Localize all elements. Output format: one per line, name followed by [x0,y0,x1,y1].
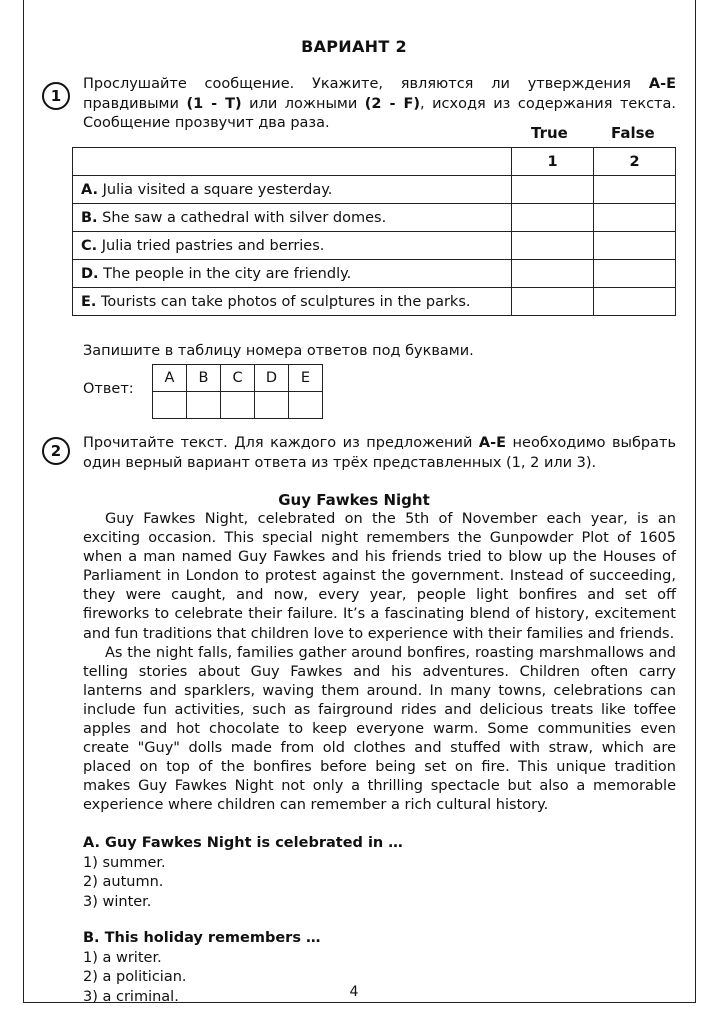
table-row [73,176,676,204]
answer-false-cell[interactable] [594,260,676,288]
answer-letter: A [153,365,187,392]
answer-grid [152,364,323,419]
answer-instruction: Запишите в таблицу номера ответов под буквами. [83,343,474,359]
answer-entry-cell[interactable] [255,392,289,419]
task1-instruction [83,75,676,134]
header-false-number: 2 [594,148,676,176]
answer-letter: E [289,365,323,392]
question-title: B. This holiday remembers … [83,930,321,946]
answer-false-cell[interactable] [594,204,676,232]
answer-entry-cell[interactable] [187,392,221,419]
column-true-label: True [531,124,568,142]
question-option[interactable]: 3) winter. [83,893,152,910]
statement-letter: E. [81,293,97,310]
task1-instruction-text: , исходя из содержания текста. Сообщение прозвучит два раза. [83,95,677,131]
statement-text: She saw a cathedral with silver domes. [97,209,387,226]
page-number: 4 [349,984,359,1000]
statement-letter: A. [81,181,98,198]
answer-letter: B [187,365,221,392]
variant-title: ВАРИАНТ 2 [301,37,407,56]
answer-letter: D [255,365,289,392]
task1-number: 1 [50,87,62,105]
answer-entry-row [153,392,323,419]
answer-letters-row [153,365,323,392]
task2-instruction-text: необходимо выбрать один верный вариант ответа из трёх представленных (1, 2 или 3). [83,435,676,471]
question-option[interactable]: 2) autumn. [83,874,164,890]
statement-text: The people in the city are friendly. [98,265,352,282]
answer-letter: C [221,365,255,392]
true-false-table [72,147,676,316]
task2-number: 2 [50,442,62,460]
answer-entry-cell[interactable] [221,392,255,419]
task2-number-badge [42,437,70,465]
task1-instruction-text: правдивыми [83,95,187,112]
statement-letter: D. [81,265,99,282]
question-option[interactable]: 3) a criminal. [83,988,179,1005]
statement-letter: C. [81,237,98,254]
task2-instruction [83,434,676,473]
table-row [73,232,676,260]
answer-entry-cell[interactable] [153,392,187,419]
table-row [73,288,676,316]
answer-entry-cell[interactable] [289,392,323,419]
story-text [83,510,676,816]
answer-false-cell[interactable] [594,176,676,204]
task2-instruction-text: Прочитайте текст. Для каждого из предложений [83,435,479,451]
task1-instruction-text: или ложными [241,95,365,112]
statement-cell [73,204,512,232]
table-header-row [73,148,676,176]
task1-instruction-false-code: (2 - F) [364,95,420,112]
question-option[interactable]: 1) a writer. [83,949,162,966]
statement-text: Julia visited a square yesterday. [98,181,333,198]
story-title: Guy Fawkes Night [278,491,430,509]
task1-number-badge [42,82,70,110]
question-option[interactable]: 1) summer. [83,854,166,871]
task2-instruction-range: A-E [478,435,507,451]
statement-cell [73,260,512,288]
table-row [73,260,676,288]
statement-cell [73,176,512,204]
statement-text: Tourists can take photos of sculptures in the parks. [96,293,471,310]
answer-false-cell[interactable] [594,288,676,316]
task1-instruction-range: A-E [648,76,676,92]
story-paragraph: Guy Fawkes Night, celebrated on the 5th of November each year, is an exciting occasion. This special night remembers the Gunpowder Plot of 1605 when a man named Guy Fawkes and his friends tried to blow up the Houses of Parliament in London to protest against the government. Instead of succeeding, they were caught, and now, every year, people light bonfires and set off fireworks to celebrate their failure. It’s a fascinating blend of history, excitement and fun traditions that children love to experience with their families and friends. [83,511,676,642]
statement-letter: B. [81,209,98,226]
story-paragraph: As the night falls, families gather around bonfires, roasting marshmallows and telling stories about Guy Fawkes and his adventures. Children often carry lanterns and sparklers, waving them around. In many towns, celebrations can include fun activities, such as fairground rides and delicious treats like toffee apples and hot chocolate to keep everyone warm. Some communities even create "Guy" dolls made from old clothes and stuffed with straw, which are placed on top of the bonfires before being set on fire. This unique tradition makes Guy Fawkes Night not only a thrilling spectacle but also a memorable experience where children can remember a rich cultural history. [83,644,676,814]
header-blank-cell [73,148,512,176]
answer-true-cell[interactable] [512,260,594,288]
table-row [73,204,676,232]
answer-true-cell[interactable] [512,176,594,204]
column-false-label: False [611,124,655,142]
question-a [83,834,403,912]
answer-label: Ответ: [83,381,134,397]
answer-true-cell[interactable] [512,232,594,260]
task1-instruction-true-code: (1 - T) [186,95,242,112]
answer-true-cell[interactable] [512,288,594,316]
header-true-number: 1 [512,148,594,176]
statement-cell [73,288,512,316]
answer-false-cell[interactable] [594,232,676,260]
answer-true-cell[interactable] [512,204,594,232]
statement-text: Julia tried pastries and berries. [97,237,325,254]
statement-cell [73,232,512,260]
question-title: A. Guy Fawkes Night is celebrated in … [83,835,403,851]
task1-instruction-text: Прослушайте сообщение. Укажите, являются ли утверждения [83,76,649,92]
question-option[interactable]: 2) a politician. [83,969,187,985]
